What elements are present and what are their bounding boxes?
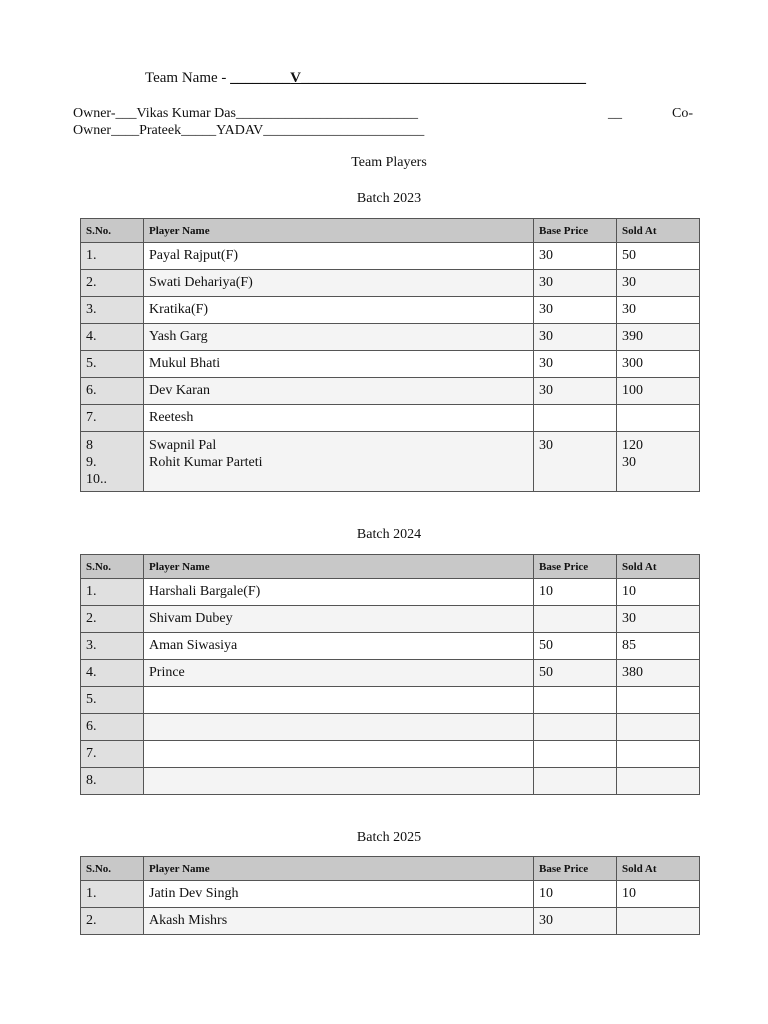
team-name-value: V: [290, 70, 302, 86]
player-name-cell: [144, 687, 534, 714]
player-name-cell: Prince: [144, 660, 534, 687]
player-name-cell: Dev Karan: [144, 378, 534, 405]
sold-at-value: 120: [622, 438, 643, 453]
sold-at-cell: 10: [617, 579, 700, 606]
table-row: [81, 579, 700, 606]
sold-at-cell: 30: [617, 297, 700, 324]
base-price-cell: 50: [534, 660, 617, 687]
sno-cell: 8.: [81, 768, 144, 795]
batch-2025-title: Batch 2025: [356, 830, 422, 845]
owner-line: Owner-___Vikas Kumar Das__________________________: [73, 106, 418, 121]
player-name-cell: Yash Garg: [144, 324, 534, 351]
column-header-base-price: Base Price: [534, 219, 617, 243]
batch-2024-title: Batch 2024: [356, 527, 422, 542]
column-header-player-name: Player Name: [144, 857, 534, 881]
column-header-sold-at: Sold At: [617, 555, 700, 579]
team-name-blank-after: ______________________________________: [301, 70, 587, 86]
column-header-base-price: Base Price: [534, 555, 617, 579]
sno-cell: 1.: [81, 881, 144, 908]
player-name-cell: [144, 432, 534, 492]
sold-at-cell: 85: [617, 633, 700, 660]
sold-at-cell: 100: [617, 378, 700, 405]
co-owner-line: Owner____Prateek_____YADAV_______________________: [73, 123, 425, 138]
sno-cell: 4.: [81, 324, 144, 351]
base-price-cell: 30: [534, 243, 617, 270]
table-row: [81, 351, 700, 378]
sold-at-cell: [617, 741, 700, 768]
sold-at-cell: [617, 768, 700, 795]
player-name-cell: Payal Rajput(F): [144, 243, 534, 270]
base-price-cell: 10: [534, 881, 617, 908]
column-header-base-price: Base Price: [534, 857, 617, 881]
owner-block: [73, 105, 698, 139]
owner-row-1: [73, 105, 698, 122]
table-row: [81, 768, 700, 795]
co-owner-blank: __: [608, 106, 622, 121]
sold-at-cell: 50: [617, 243, 700, 270]
table-row: [81, 297, 700, 324]
column-header-player-name: Player Name: [144, 219, 534, 243]
player-name-cell: [144, 741, 534, 768]
column-header-sold-at: Sold At: [617, 857, 700, 881]
sold-at-cell: 10: [617, 881, 700, 908]
sno-cell: 7.: [81, 741, 144, 768]
batch-2024-table: [80, 554, 700, 795]
base-price-cell: 50: [534, 633, 617, 660]
sno-value: 8: [86, 438, 93, 453]
sno-cell: 2.: [81, 270, 144, 297]
table-header-row: [81, 857, 700, 881]
base-price-cell: [534, 741, 617, 768]
sno-cell: 5.: [81, 351, 144, 378]
table-row: [81, 243, 700, 270]
column-header-sno: S.No.: [81, 219, 144, 243]
player-name-value: Rohit Kumar Parteti: [149, 455, 263, 470]
player-name-cell: [144, 768, 534, 795]
sno-cell: 7.: [81, 405, 144, 432]
player-name-cell: Aman Siwasiya: [144, 633, 534, 660]
player-name-cell: Reetesh: [144, 405, 534, 432]
table-row: [81, 881, 700, 908]
sno-value: 10..: [86, 472, 107, 487]
table-row: [81, 660, 700, 687]
sold-at-value: 30: [622, 455, 636, 470]
table-row: [81, 270, 700, 297]
base-price-cell: [534, 687, 617, 714]
sno-cell: 1.: [81, 579, 144, 606]
table-row: [81, 908, 700, 935]
team-name-line: [145, 70, 586, 87]
player-name-value: Swapnil Pal: [149, 438, 217, 453]
sno-cell: 3.: [81, 297, 144, 324]
column-header-sold-at: Sold At: [617, 219, 700, 243]
table-row: [81, 378, 700, 405]
sno-cell: 5.: [81, 687, 144, 714]
player-name-cell: Shivam Dubey: [144, 606, 534, 633]
table-header-row: [81, 219, 700, 243]
team-name-blank-before: ________: [230, 70, 291, 86]
batch-2023-table: [80, 218, 700, 492]
base-price-cell: [534, 768, 617, 795]
table-row: [81, 633, 700, 660]
table-row: [81, 324, 700, 351]
base-price-cell: [534, 405, 617, 432]
sold-at-cell: [617, 908, 700, 935]
sno-cell: 4.: [81, 660, 144, 687]
player-name-cell: Kratika(F): [144, 297, 534, 324]
sold-at-cell: [617, 714, 700, 741]
table-row: [81, 741, 700, 768]
sold-at-cell: [617, 405, 700, 432]
base-price-cell: 30: [534, 297, 617, 324]
base-price-cell: 30: [534, 351, 617, 378]
sno-cell: 2.: [81, 606, 144, 633]
sold-at-cell: [617, 432, 700, 492]
base-price-cell: 30: [534, 908, 617, 935]
table-header-row: [81, 555, 700, 579]
base-price-cell: [534, 432, 617, 492]
player-name-cell: Akash Mishrs: [144, 908, 534, 935]
table-row: [81, 687, 700, 714]
sno-cell: 6.: [81, 378, 144, 405]
batch-2025-table: [80, 856, 700, 935]
player-name-cell: [144, 714, 534, 741]
sno-cell: 3.: [81, 633, 144, 660]
sold-at-cell: 30: [617, 270, 700, 297]
player-name-cell: Mukul Bhati: [144, 351, 534, 378]
base-price-cell: 10: [534, 579, 617, 606]
column-header-sno: S.No.: [81, 857, 144, 881]
base-price-cell: 30: [534, 270, 617, 297]
base-price-cell: [534, 606, 617, 633]
team-name-label: Team Name -: [145, 70, 231, 86]
base-price-cell: [534, 714, 617, 741]
base-price-cell: 30: [534, 378, 617, 405]
table-row: [81, 606, 700, 633]
sold-at-cell: 390: [617, 324, 700, 351]
table-row: [81, 405, 700, 432]
base-price-cell: 30: [534, 324, 617, 351]
player-name-cell: Harshali Bargale(F): [144, 579, 534, 606]
sold-at-cell: [617, 687, 700, 714]
sold-at-cell: 300: [617, 351, 700, 378]
sno-cell: 2.: [81, 908, 144, 935]
sno-cell: [81, 432, 144, 492]
sno-cell: 1.: [81, 243, 144, 270]
sold-at-cell: 30: [617, 606, 700, 633]
table-row-multi: [81, 432, 700, 492]
player-name-cell: Swati Dehariya(F): [144, 270, 534, 297]
table-row: [81, 714, 700, 741]
base-price-value: 30: [539, 438, 553, 453]
co-owner-label: Co-: [672, 106, 693, 121]
player-name-cell: Jatin Dev Singh: [144, 881, 534, 908]
sold-at-cell: 380: [617, 660, 700, 687]
sno-value: 9.: [86, 455, 97, 470]
sno-cell: 6.: [81, 714, 144, 741]
section-title: Team Players: [351, 155, 427, 170]
column-header-sno: S.No.: [81, 555, 144, 579]
batch-2023-title: Batch 2023: [356, 191, 422, 206]
column-header-player-name: Player Name: [144, 555, 534, 579]
